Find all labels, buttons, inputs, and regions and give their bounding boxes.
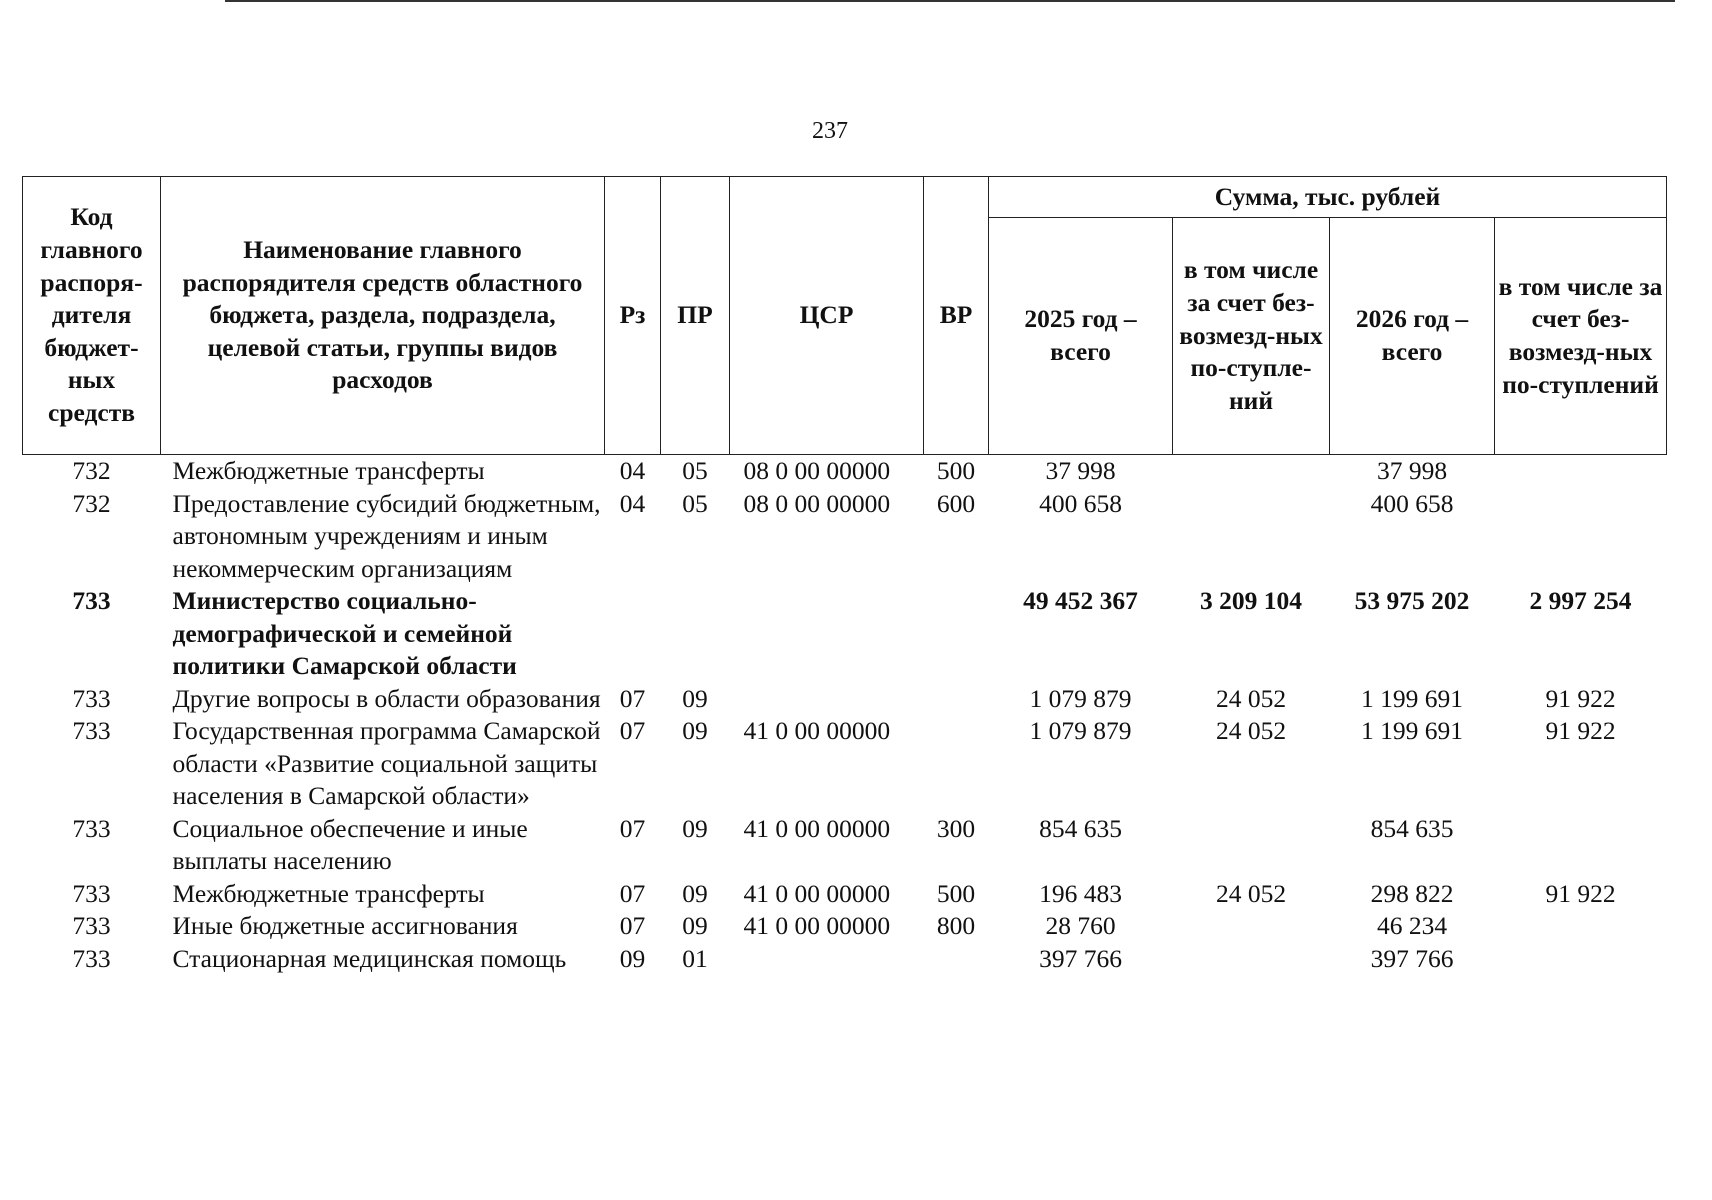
table-row bbox=[23, 455, 1667, 488]
cell-vr: 600 bbox=[936, 488, 976, 518]
cell-name: Межбюджетные трансферты bbox=[172, 456, 485, 485]
cell-2026-total: 400 658 bbox=[1370, 488, 1454, 518]
table-row bbox=[23, 585, 1667, 683]
cell-csr: 41 0 00 00000 bbox=[743, 813, 891, 843]
cell-vr bbox=[924, 585, 989, 683]
cell-2026-total: 397 766 bbox=[1370, 943, 1454, 973]
header-2026-total: 2026 год – всего bbox=[1330, 218, 1495, 455]
cell-code: 733 bbox=[72, 586, 111, 615]
cell-pr: 09 bbox=[682, 878, 708, 908]
cell-csr: 08 0 00 00000 bbox=[743, 456, 891, 485]
cell-rz: 07 bbox=[619, 683, 646, 713]
cell-name: Предоставление субсидий бюджетным, автономным учреждениям и иным некоммерческим организациям bbox=[172, 488, 601, 583]
cell-2026-gratuitous: 2 997 254 bbox=[1529, 586, 1632, 615]
cell-vr bbox=[924, 683, 989, 716]
cell-rz: 07 bbox=[619, 813, 646, 843]
cell-vr: 800 bbox=[936, 911, 976, 940]
cell-vr bbox=[924, 943, 989, 976]
cell-2025-gratuitous: 3 209 104 bbox=[1200, 586, 1302, 615]
cell-2025-gratuitous: 24 052 bbox=[1215, 878, 1287, 908]
cell-2025-total: 854 635 bbox=[1039, 813, 1122, 843]
header-sum-group: Сумма, тыс. рублей bbox=[989, 177, 1667, 218]
cell-2026-total: 854 635 bbox=[1370, 813, 1454, 843]
cell-csr: 08 0 00 00000 bbox=[743, 488, 891, 518]
cell-2026-gratuitous: 91 922 bbox=[1545, 878, 1616, 908]
cell-pr: 05 bbox=[682, 488, 708, 518]
cell-2025-gratuitous bbox=[1173, 910, 1330, 943]
cell-code: 733 bbox=[72, 911, 111, 940]
cell-2025-total: 400 658 bbox=[1039, 488, 1122, 518]
cell-rz: 07 bbox=[619, 911, 646, 940]
cell-vr: 500 bbox=[936, 456, 976, 485]
cell-name: Межбюджетные трансферты bbox=[172, 878, 485, 908]
cell-pr: 01 bbox=[682, 943, 708, 973]
cell-code: 732 bbox=[72, 488, 111, 518]
cell-rz bbox=[605, 585, 661, 683]
table-row bbox=[23, 488, 1667, 586]
cell-2025-gratuitous bbox=[1173, 813, 1330, 878]
cell-2025-total: 397 766 bbox=[1039, 943, 1122, 973]
cell-2026-gratuitous: 91 922 bbox=[1545, 683, 1616, 713]
cell-2025-gratuitous bbox=[1173, 455, 1330, 488]
cell-2026-gratuitous bbox=[1495, 910, 1667, 943]
header-pr: ПР bbox=[661, 177, 730, 455]
cell-2026-total: 298 822 bbox=[1370, 878, 1454, 908]
cell-vr bbox=[924, 715, 989, 813]
cell-2025-total: 1 079 879 bbox=[1029, 716, 1132, 745]
top-rule bbox=[225, 0, 1675, 2]
cell-csr bbox=[730, 585, 924, 683]
table-row bbox=[23, 910, 1667, 943]
cell-code: 733 bbox=[72, 813, 111, 843]
cell-2025-total: 1 079 879 bbox=[1029, 683, 1132, 713]
cell-csr: 41 0 00 00000 bbox=[743, 716, 891, 745]
cell-2026-gratuitous bbox=[1495, 943, 1667, 976]
cell-2026-total: 53 975 202 bbox=[1354, 586, 1470, 615]
cell-pr: 09 bbox=[682, 813, 708, 843]
header-2025-total: 2025 год – всего bbox=[989, 218, 1173, 455]
header-rz: Рз bbox=[605, 177, 661, 455]
cell-name: Государственная программа Самарской области «Развитие социальной защиты населения в Самарской области» bbox=[172, 716, 601, 810]
cell-pr: 09 bbox=[682, 911, 708, 940]
cell-csr bbox=[730, 943, 924, 976]
cell-rz: 04 bbox=[619, 456, 646, 485]
header-2026-gratuitous: в том числе за счет без-возмезд-ных по-ступлений bbox=[1495, 218, 1667, 455]
table-row bbox=[23, 683, 1667, 716]
cell-2025-total: 196 483 bbox=[1039, 878, 1122, 908]
cell-2026-total: 1 199 691 bbox=[1361, 683, 1463, 713]
cell-rz: 07 bbox=[619, 716, 646, 745]
cell-name: Стационарная медицинская помощь bbox=[172, 943, 567, 973]
cell-code: 733 bbox=[72, 683, 111, 713]
table-row bbox=[23, 813, 1667, 878]
cell-2026-total: 46 234 bbox=[1376, 911, 1448, 940]
cell-2026-gratuitous: 91 922 bbox=[1545, 716, 1616, 745]
cell-2026-gratuitous bbox=[1495, 488, 1667, 586]
cell-2025-gratuitous: 24 052 bbox=[1215, 716, 1287, 745]
cell-name: Другие вопросы в области образования bbox=[172, 683, 601, 713]
cell-rz: 04 bbox=[619, 488, 646, 518]
budget-table bbox=[22, 176, 1667, 975]
cell-vr: 500 bbox=[936, 878, 976, 908]
cell-code: 733 bbox=[72, 943, 111, 973]
cell-2026-total: 1 199 691 bbox=[1361, 716, 1463, 745]
cell-code: 733 bbox=[72, 878, 111, 908]
cell-vr: 300 bbox=[936, 813, 976, 843]
cell-2026-gratuitous bbox=[1495, 813, 1667, 878]
cell-2025-total: 28 760 bbox=[1045, 911, 1116, 940]
cell-2026-total: 37 998 bbox=[1376, 456, 1448, 485]
header-vr: ВР bbox=[924, 177, 989, 455]
cell-pr bbox=[661, 585, 730, 683]
cell-2025-gratuitous bbox=[1173, 943, 1330, 976]
cell-2025-gratuitous: 24 052 bbox=[1215, 683, 1287, 713]
cell-pr: 09 bbox=[682, 716, 708, 745]
table-row bbox=[23, 943, 1667, 976]
cell-name: Иные бюджетные ассигнования bbox=[172, 911, 518, 940]
cell-pr: 05 bbox=[682, 456, 708, 485]
cell-csr: 41 0 00 00000 bbox=[743, 878, 891, 908]
page-number: 237 bbox=[812, 118, 848, 144]
cell-2025-total: 37 998 bbox=[1045, 456, 1116, 485]
table-row bbox=[23, 878, 1667, 911]
header-csr: ЦСР bbox=[730, 177, 924, 455]
header-name: Наименование главного распорядителя средств областного бюджета, раздела, подраздела, целевой статьи, группы видов расходов bbox=[161, 177, 605, 455]
header-code: Код главного распоря-дителя бюджет-ных средств bbox=[23, 177, 161, 455]
cell-name: Социальное обеспечение и иные выплаты населению bbox=[172, 813, 528, 875]
cell-2025-gratuitous bbox=[1173, 488, 1330, 586]
cell-name: Министерство социально-демографической и семейной политики Самарской области bbox=[172, 586, 517, 680]
cell-csr bbox=[730, 683, 924, 716]
cell-rz: 07 bbox=[619, 878, 646, 908]
cell-2025-total: 49 452 367 bbox=[1023, 586, 1138, 615]
cell-code: 733 bbox=[72, 716, 111, 745]
cell-pr: 09 bbox=[682, 683, 708, 713]
header-2025-gratuitous: в том числе за счет без-возмезд-ных по-ступле-ний bbox=[1173, 218, 1330, 455]
cell-code: 732 bbox=[72, 456, 111, 485]
table-row bbox=[23, 715, 1667, 813]
cell-csr: 41 0 00 00000 bbox=[743, 911, 891, 940]
cell-rz: 09 bbox=[619, 943, 646, 973]
cell-2026-gratuitous bbox=[1495, 455, 1667, 488]
